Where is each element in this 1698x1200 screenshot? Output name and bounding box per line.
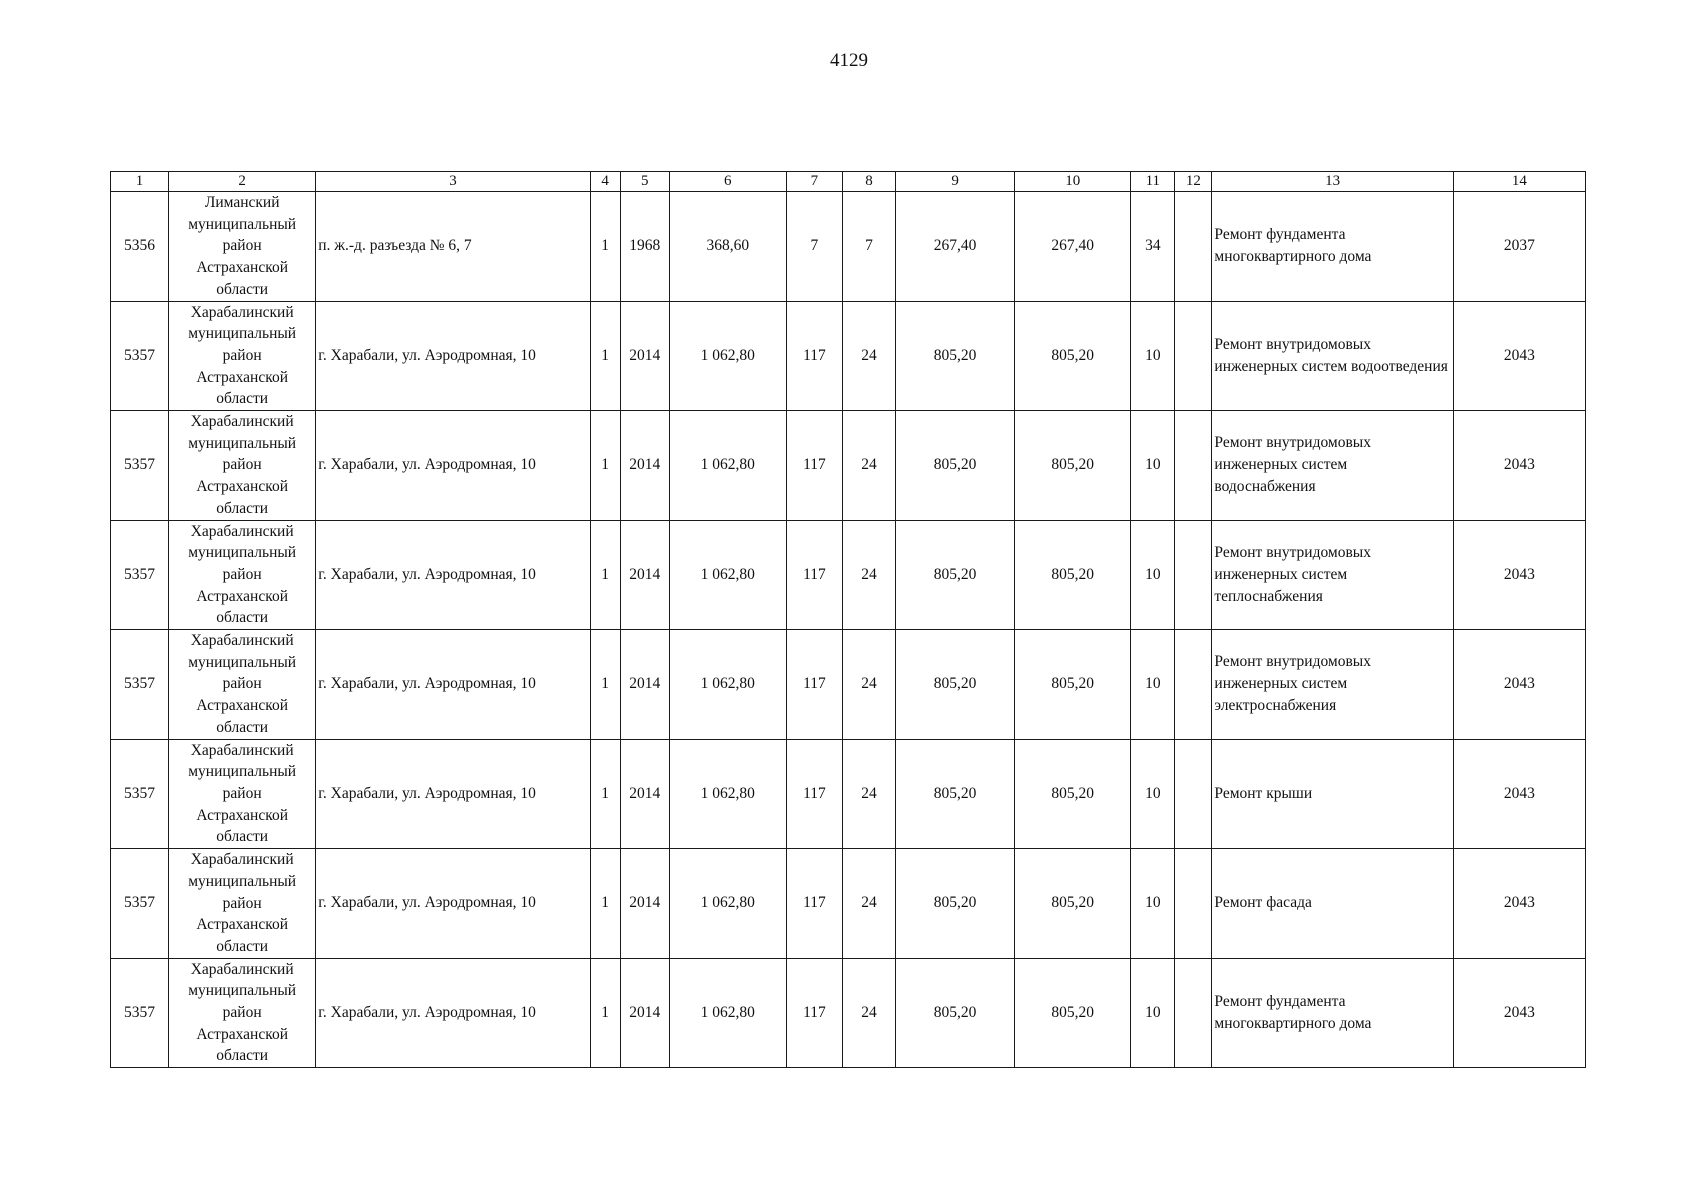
col8-cell: 24: [842, 739, 895, 849]
col7-cell: 117: [786, 411, 842, 521]
col7-cell: 117: [786, 958, 842, 1068]
col8-cell: 24: [842, 630, 895, 740]
district-line: район: [222, 784, 262, 802]
work-type-cell: Ремонт внутридомовых инженерных систем электроснабжения: [1212, 630, 1453, 740]
address-cell: г. Харабали, ул. Аэродромная, 10: [316, 520, 590, 630]
district-line: Харабалинский: [190, 741, 294, 759]
address-cell: п. ж.-д. разъезда № 6, 7: [316, 192, 590, 302]
col11-cell: 10: [1131, 520, 1175, 630]
work-type-cell: Ремонт фасада: [1212, 849, 1453, 959]
table-row: [111, 739, 1586, 849]
col12-cell: [1175, 630, 1212, 740]
column-number-row: [111, 172, 1586, 192]
district-line: области: [216, 937, 269, 955]
col6-cell: 1 062,80: [669, 958, 786, 1068]
year-built-cell: 2014: [620, 630, 669, 740]
col10-cell: 805,20: [1015, 301, 1131, 411]
column-header: 5: [620, 172, 669, 192]
work-type-cell: Ремонт фундамента многоквартирного дома: [1212, 958, 1453, 1068]
district-line: Харабалинский: [190, 632, 294, 650]
column-header: 8: [842, 172, 895, 192]
district-line: район: [222, 346, 262, 364]
col12-cell: [1175, 849, 1212, 959]
col12-cell: [1175, 192, 1212, 302]
year-built-cell: 2014: [620, 849, 669, 959]
col6-cell: 368,60: [669, 192, 786, 302]
district-line: муниципальный: [188, 872, 297, 890]
district-cell: [169, 630, 316, 740]
col7-cell: 117: [786, 301, 842, 411]
col10-cell: 805,20: [1015, 520, 1131, 630]
col12-cell: [1175, 958, 1212, 1068]
district-line: муниципальный: [188, 653, 297, 671]
column-header: 11: [1131, 172, 1175, 192]
planned-year-cell: 2043: [1453, 849, 1585, 959]
district-line: муниципальный: [188, 215, 297, 233]
col10-cell: 805,20: [1015, 958, 1131, 1068]
row-number: 5357: [111, 630, 169, 740]
district-line: муниципальный: [188, 982, 297, 1000]
table-row: [111, 192, 1586, 302]
col7-cell: 117: [786, 849, 842, 959]
col9-cell: 805,20: [896, 411, 1015, 521]
column-header: 12: [1175, 172, 1212, 192]
planned-year-cell: 2043: [1453, 520, 1585, 630]
column-header: 7: [786, 172, 842, 192]
col9-cell: 805,20: [896, 301, 1015, 411]
year-built-cell: 2014: [620, 411, 669, 521]
col7-cell: 117: [786, 520, 842, 630]
column-header: 4: [590, 172, 620, 192]
district-line: Астраханской: [196, 259, 288, 277]
district-line: области: [216, 828, 269, 846]
district-line: Харабалинский: [190, 851, 294, 869]
page-number: 4129: [830, 50, 868, 71]
district-line: Астраханской: [196, 478, 288, 496]
col8-cell: 7: [842, 192, 895, 302]
work-type-cell: Ремонт крыши: [1212, 739, 1453, 849]
district-line: Лиманский: [204, 194, 280, 211]
col10-cell: 805,20: [1015, 849, 1131, 959]
row-number: 5357: [111, 849, 169, 959]
col11-cell: 34: [1131, 192, 1175, 302]
table-row: [111, 520, 1586, 630]
col6-cell: 1 062,80: [669, 739, 786, 849]
work-type-cell: Ремонт внутридомовых инженерных систем теплоснабжения: [1212, 520, 1453, 630]
district-line: Астраханской: [196, 697, 288, 715]
col8-cell: 24: [842, 301, 895, 411]
year-built-cell: 2014: [620, 739, 669, 849]
col6-cell: 1 062,80: [669, 849, 786, 959]
col10-cell: 805,20: [1015, 739, 1131, 849]
district-line: район: [222, 565, 262, 583]
district-line: Астраханской: [196, 806, 288, 824]
district-line: области: [216, 390, 269, 408]
row-number: 5357: [111, 411, 169, 521]
district-line: области: [216, 1047, 269, 1065]
planned-year-cell: 2037: [1453, 192, 1585, 302]
table-row: [111, 411, 1586, 521]
year-built-cell: 2014: [620, 301, 669, 411]
col9-cell: 805,20: [896, 739, 1015, 849]
district-line: Харабалинский: [190, 303, 294, 321]
col12-cell: [1175, 301, 1212, 411]
work-type-cell: Ремонт внутридомовых инженерных систем водоотведения: [1212, 301, 1453, 411]
address-cell: г. Харабали, ул. Аэродромная, 10: [316, 739, 590, 849]
district-line: район: [222, 675, 262, 693]
planned-year-cell: 2043: [1453, 411, 1585, 521]
row-number: 5357: [111, 739, 169, 849]
row-number: 5357: [111, 520, 169, 630]
district-line: области: [216, 609, 269, 627]
district-line: район: [222, 894, 262, 912]
col11-cell: 10: [1131, 630, 1175, 740]
district-line: район: [222, 237, 262, 255]
address-cell: г. Харабали, ул. Аэродромная, 10: [316, 630, 590, 740]
col8-cell: 24: [842, 849, 895, 959]
registry-table: [110, 171, 1586, 1068]
district-line: Астраханской: [196, 587, 288, 605]
district-line: Харабалинский: [190, 522, 294, 540]
district-line: Астраханской: [196, 916, 288, 934]
column-header: 1: [111, 172, 169, 192]
row-number: 5357: [111, 301, 169, 411]
address-cell: г. Харабали, ул. Аэродромная, 10: [316, 411, 590, 521]
address-cell: г. Харабали, ул. Аэродромная, 10: [316, 958, 590, 1068]
column-header: 13: [1212, 172, 1453, 192]
col6-cell: 1 062,80: [669, 630, 786, 740]
district-cell: [169, 520, 316, 630]
district-cell: [169, 301, 316, 411]
col11-cell: 10: [1131, 411, 1175, 521]
col4-cell: 1: [590, 301, 620, 411]
district-line: Астраханской: [196, 1025, 288, 1043]
district-line: район: [222, 456, 262, 474]
col11-cell: 10: [1131, 958, 1175, 1068]
col4-cell: 1: [590, 739, 620, 849]
col9-cell: 267,40: [896, 192, 1015, 302]
col6-cell: 1 062,80: [669, 520, 786, 630]
district-line: муниципальный: [188, 434, 297, 452]
district-cell: [169, 411, 316, 521]
planned-year-cell: 2043: [1453, 739, 1585, 849]
col9-cell: 805,20: [896, 520, 1015, 630]
district-cell: [169, 192, 316, 302]
column-header: 2: [169, 172, 316, 192]
col11-cell: 10: [1131, 739, 1175, 849]
district-line: муниципальный: [188, 763, 297, 781]
col12-cell: [1175, 411, 1212, 521]
col11-cell: 10: [1131, 301, 1175, 411]
col10-cell: 267,40: [1015, 192, 1131, 302]
address-cell: г. Харабали, ул. Аэродромная, 10: [316, 849, 590, 959]
col4-cell: 1: [590, 411, 620, 521]
col8-cell: 24: [842, 411, 895, 521]
col10-cell: 805,20: [1015, 630, 1131, 740]
year-built-cell: 2014: [620, 958, 669, 1068]
col7-cell: 7: [786, 192, 842, 302]
col7-cell: 117: [786, 630, 842, 740]
col4-cell: 1: [590, 192, 620, 302]
col9-cell: 805,20: [896, 630, 1015, 740]
col9-cell: 805,20: [896, 958, 1015, 1068]
column-header: 6: [669, 172, 786, 192]
col9-cell: 805,20: [896, 849, 1015, 959]
column-header: 14: [1453, 172, 1585, 192]
col12-cell: [1175, 739, 1212, 849]
planned-year-cell: 2043: [1453, 630, 1585, 740]
planned-year-cell: 2043: [1453, 301, 1585, 411]
table-row: [111, 301, 1586, 411]
table-row: [111, 849, 1586, 959]
table-row: [111, 630, 1586, 740]
work-type-cell: Ремонт фундамента многоквартирного дома: [1212, 192, 1453, 302]
year-built-cell: 1968: [620, 192, 669, 302]
district-cell: [169, 958, 316, 1068]
row-number: 5356: [111, 192, 169, 302]
year-built-cell: 2014: [620, 520, 669, 630]
col6-cell: 1 062,80: [669, 301, 786, 411]
column-header: 3: [316, 172, 590, 192]
column-header: 9: [896, 172, 1015, 192]
column-header: 10: [1015, 172, 1131, 192]
planned-year-cell: 2043: [1453, 958, 1585, 1068]
col4-cell: 1: [590, 520, 620, 630]
district-cell: [169, 739, 316, 849]
district-line: области: [216, 718, 269, 736]
district-cell: [169, 849, 316, 959]
district-line: Харабалинский: [190, 960, 294, 978]
district-line: муниципальный: [188, 325, 297, 343]
col4-cell: 1: [590, 630, 620, 740]
col12-cell: [1175, 520, 1212, 630]
district-line: муниципальный: [188, 544, 297, 562]
district-line: области: [216, 280, 269, 298]
district-line: области: [216, 499, 269, 517]
table-row: [111, 958, 1586, 1068]
col4-cell: 1: [590, 958, 620, 1068]
col6-cell: 1 062,80: [669, 411, 786, 521]
district-line: Астраханской: [196, 368, 288, 386]
row-number: 5357: [111, 958, 169, 1068]
district-line: район: [222, 1004, 262, 1022]
col7-cell: 117: [786, 739, 842, 849]
col11-cell: 10: [1131, 849, 1175, 959]
district-line: Харабалинский: [190, 413, 294, 431]
work-type-cell: Ремонт внутридомовых инженерных систем водоснабжения: [1212, 411, 1453, 521]
col8-cell: 24: [842, 958, 895, 1068]
col8-cell: 24: [842, 520, 895, 630]
col10-cell: 805,20: [1015, 411, 1131, 521]
address-cell: г. Харабали, ул. Аэродромная, 10: [316, 301, 590, 411]
col4-cell: 1: [590, 849, 620, 959]
